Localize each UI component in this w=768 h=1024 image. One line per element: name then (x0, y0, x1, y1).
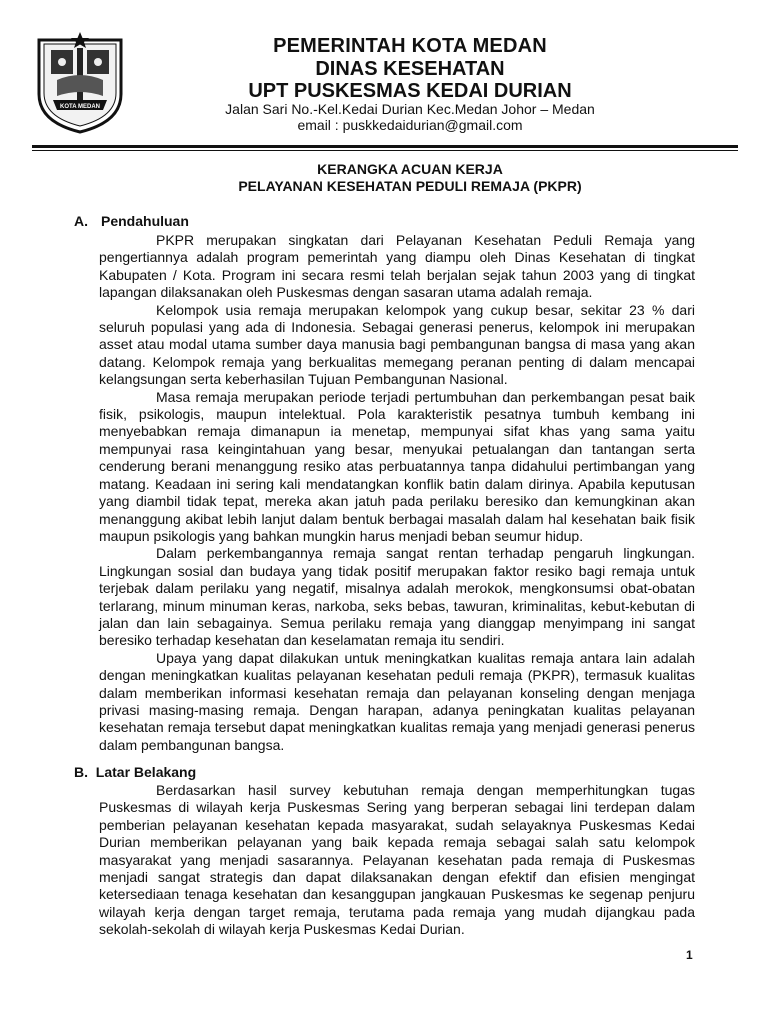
logo-text: KOTA MEDAN (60, 104, 100, 110)
letterhead-address: Jalan Sari No.-Kel.Kedai Durian Kec.Medan Johor – Medan (225, 101, 595, 117)
letterhead-line2: DINAS KESEHATAN (315, 58, 505, 80)
section-a-paragraph-3: Masa remaja merupakan periode terjadi pertumbuhan dan perkembangan pesat baik fisik, psikologis, maupun intelektual. Pola karakteristik pesatnya tumbuh kembang ini menyebabkan remaja dimanapun ia menetap, mempunyai sifat khas yang sama yaitu mempunyai rasa keingintahuan yang besar, menyukai petualangan dan tantangan serta cenderung berani menanggung resiko atas perbuatannya tanpa didahului pertimbangan yang matang. Keadaan ini sering kali mendatangkan konflik batin dalam dirinya. Apabila keputusan yang diambil tidak tepat, mereka akan jatuh pada perilaku beresiko dan kemungkinan akan menanggung akibat lebih lanjut dalam bentuk berbagai masalah dalam hal kesehatan baik fisik maupun psikologis yang bahkan mungkin harus menjadi beban seumur hidup. (99, 388, 695, 544)
section-b-paragraph-1: Berdasarkan hasil survey kebutuhan remaja dengan memperhitungkan tugas Puskesmas di wilayah kerja Puskesmas Sering yang berperan sebagai lini terdepan dalam pemberian pelayanan kesehatan kepada masyarakat, sudah selayaknya Puskesmas Kedai Durian memberikan pelayanan yang baik kepada remaja sebagai salah satu kelompok masyarakat yang menjadi sasarannya. Pelayanan kesehatan pada remaja di Puskesmas menjadi sangat strategis dan dapat dilaksanakan dengan efektif dan efisien mengingat ketersediaan tenaga kesehatan dan kesanggupan jangkauan Puskesmas ke segenap penjuru wilayah kerja dengan target remaja, terutama pada remaja yang mudah dijangkau pada sekolah-sekolah di wilayah kerja Puskesmas Kedai Durian. (99, 782, 695, 938)
city-emblem-logo (33, 30, 127, 134)
section-a-body (99, 232, 695, 754)
section-b-heading: B. Latar Belakang (74, 764, 197, 780)
section-a-paragraph-1: PKPR merupakan singkatan dari Pelayanan Kesehatan Peduli Remaja yang pengertiannya adalah program pemerintah yang diampu oleh Dinas Kesehatan di tingkat Kabupaten / Kota. Program ini secara resmi telah berjalan sejak tahun 2003 yang di tingkat lapangan dilaksanakan oleh Puskesmas dengan sasaran utama adalah remaja. (99, 232, 695, 301)
section-a-paragraph-5: Upaya yang dapat dilakukan untuk meningkatkan kualitas remaja antara lain adalah dengan meningkatkan kualitas pelayanan kesehatan peduli remaja (PKPR), termasuk kualitas dalam memberikan informasi kesehatan remaja dan pelayanan konseling dengan menjaga privasi masing-masing remaja. Dengan harapan, adanya peningkatan kualitas pelayanan kesehatan remaja tersebut dapat meningkatkan kualitas remaja yang menjadi generasi penerus dalam pembangunan bangsa. (99, 649, 695, 753)
letterhead-email: email : puskkedaidurian@gmail.com (297, 117, 523, 133)
doc-title-line2: PELAYANAN KESEHATAN PEDULI REMAJA (PKPR) (238, 178, 582, 194)
header-rule-thick (32, 145, 738, 148)
section-b-body (99, 782, 695, 939)
section-a-label: A. (74, 213, 88, 229)
page-number: 1 (686, 948, 693, 962)
header-rule-thin (32, 150, 738, 151)
letterhead-line3: UPT PUSKESMAS KEDAI DURIAN (248, 80, 572, 102)
section-a-title: Pendahuluan (101, 213, 189, 229)
letterhead-line1: PEMERINTAH KOTA MEDAN (273, 35, 547, 57)
section-a-paragraph-4: Dalam perkembangannya remaja sangat rentan terhadap pengaruh lingkungan. Lingkungan sosial dan budaya yang tidak positif merupakan faktor resiko bagi remaja untuk terjebak dalam perilaku yang negatif, misalnya adalah merokok, mengkonsumsi obat-obatan terlarang, minum minuman keras, narkoba, seks bebas, tawuran, kriminalitas, kebut-kebutan di jalan dan lain sebagainya. Semua perilaku remaja yang dianggap menyimpang ini sangat beresiko terhadap kesehatan dan keselamatan remaja itu sendiri. (99, 545, 695, 649)
doc-title-line1: KERANGKA ACUAN KERJA (317, 161, 503, 177)
section-a-paragraph-2: Kelompok usia remaja merupakan kelompok yang cukup besar, sekitar 23 % dari seluruh populasi yang ada di Indonesia. Sebagai generasi penerus, kelompok ini merupakan asset atau modal utama sumber daya manusia bagi pembangunan bangsa di masa yang akan datang. Kelompok remaja yang berkualitas memegang peranan penting di dalam mencapai kelangsungan serta keberhasilan Tujuan Pembangunan Nasional. (99, 301, 695, 388)
